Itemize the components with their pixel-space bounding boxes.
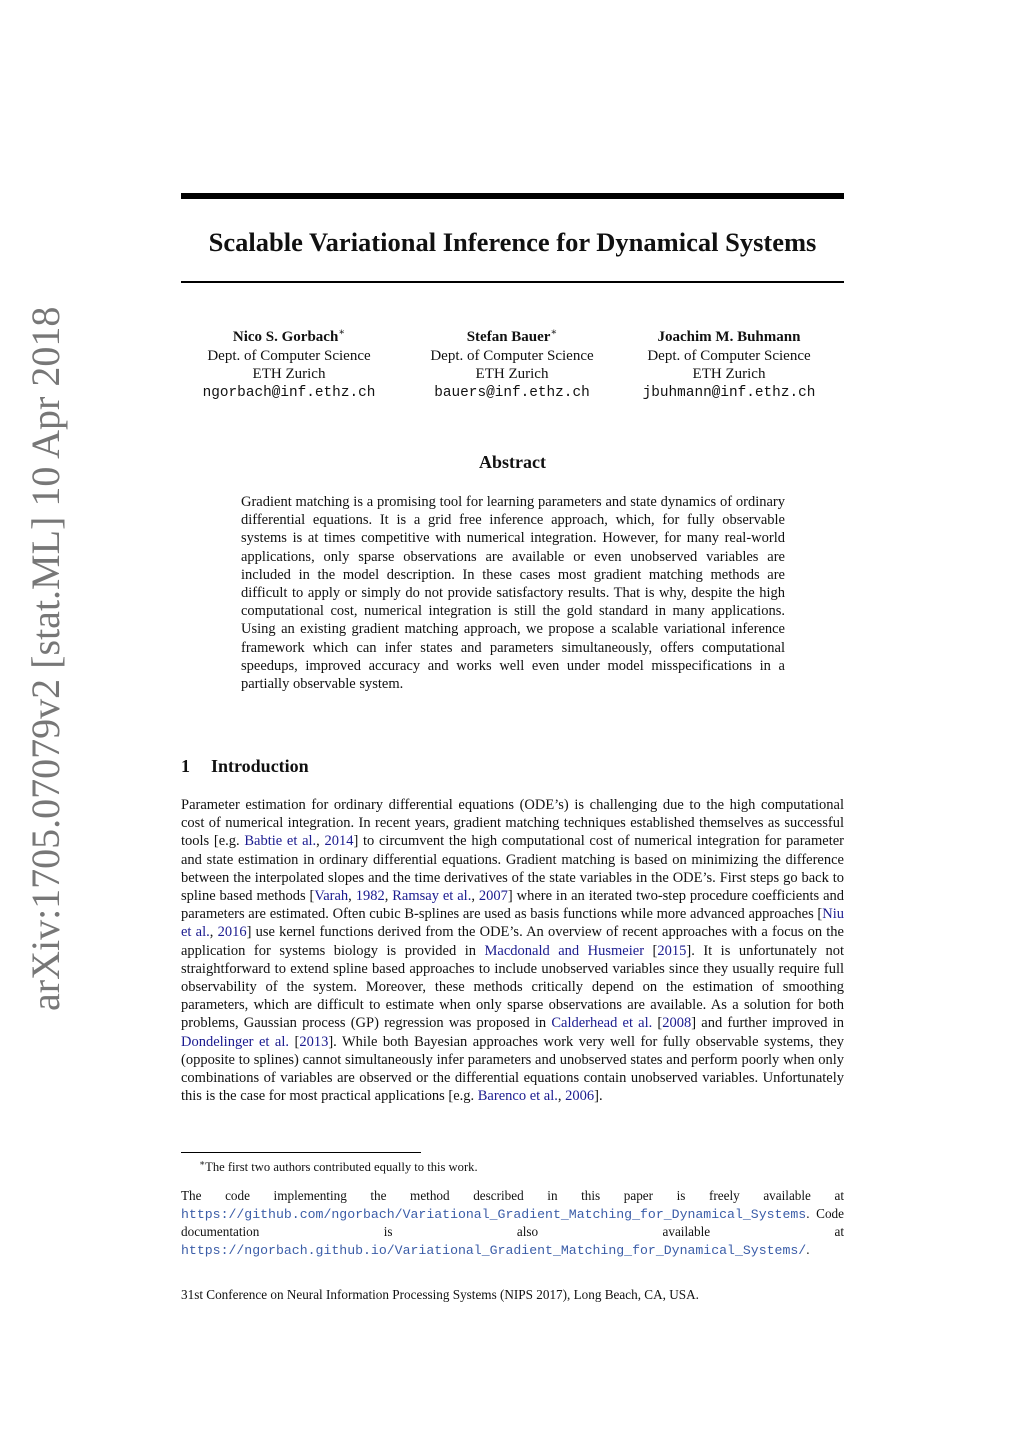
citation-link[interactable]: 2007 — [478, 888, 508, 905]
section-heading — [181, 754, 309, 778]
author-dept: Dept. of Computer Science — [430, 347, 594, 364]
author-name: Stefan Bauer∗ — [466, 327, 558, 345]
section-title: Introduction — [211, 756, 309, 776]
citation-link[interactable]: Calderhead et al. — [551, 1015, 653, 1032]
citation-link[interactable]: Babtie et al. — [244, 833, 317, 850]
citation-link[interactable]: 1982 — [355, 888, 385, 905]
documentation-link[interactable]: https://ngorbach.github.io/Variational_Gradient_Matching_for_Dynamical_Systems/ — [181, 1242, 807, 1258]
author-name: Nico S. Gorbach∗ — [232, 327, 346, 345]
author-dept: Dept. of Computer Science — [647, 347, 811, 364]
author-block — [402, 328, 622, 402]
citation-link[interactable]: 2013 — [299, 1033, 329, 1050]
author-institution: ETH Zurich — [692, 366, 766, 382]
title-bottom-rule — [181, 281, 844, 283]
author-name: Joachim M. Buhmann — [657, 329, 801, 345]
author-block — [619, 328, 839, 402]
title-top-rule — [181, 193, 844, 199]
citation-link[interactable]: Macdonald and Husmeier — [484, 942, 645, 959]
author-email[interactable]: bauers@inf.ethz.ch — [434, 384, 590, 401]
citation-link[interactable]: 2006 — [565, 1088, 595, 1105]
citation-link[interactable]: 2016 — [217, 924, 247, 941]
introduction-paragraph: Parameter estimation for ordinary differential equations (ODE’s) is challenging due to the high computational cost of numerical integration. In recent years, gradient matching techniques established themselves as successful tools [e.g. Babtie et al., 2014] to circumvent the high computational cost of numerical integration for parameter and state estimation in ordinary differential equations. Gradient matching is based on minimizing the difference between the interpolated slopes and the time derivatives of the state variables in the ODE’s. First steps go back to spline based methods [Varah, 1982, Ramsay et al., 2007] where in an iterated two-step procedure coefficients and parameters are estimated. Often cubic B-splines are used as basis functions while more advanced approaches [Niu et al., 2016] use kernel functions derived from the ODE’s. An overview of recent approaches with a focus on the application for systems biology is provided in Macdonald and Husmeier [2015]. It is unfortunately not straightforward to extend spline based approaches to include unobserved variables since they usually require full observability of the system. Moreover, these methods critically depend on the estimation of smoothing parameters, which are difficult to estimate when only sparse observations are available. As a solution for both problems, Gaussian process (GP) regression was proposed in Calderhead et al. [2008] and further improved in Dondelinger et al. [2013]. While both Bayesian approaches work very well for fully observable systems, they (opposite to splines) cannot simultaneously infer parameters and unobserved states and perform poorly when only combinations of variables are observed or the differential equations contain unobserved variables. Unfortunately this is the case for most practical applications [e.g. Barenco et al., 2006]. — [181, 797, 845, 1105]
citation-link[interactable]: Niu et al. — [181, 906, 844, 941]
citation-link[interactable]: Varah — [314, 888, 349, 905]
footnote-mark: ∗ — [199, 1158, 206, 1168]
citation-link[interactable]: 2014 — [324, 833, 354, 850]
author-dept: Dept. of Computer Science — [207, 347, 371, 364]
code-availability-note: The code implementing the method described in this paper is freely available at https://github.com/ngorbach/Variational_Gradient_Matching_for_Dynamical_Systems. Code documentation is also available at https://ngorbach.github.io/Variational_Gradient_Matching_for_Dynamical_Systems/. — [181, 1188, 844, 1258]
citation-link[interactable]: 2008 — [662, 1015, 692, 1032]
github-code-link[interactable]: https://github.com/ngorbach/Variational_Gradient_Matching_for_Dynamical_Systems — [181, 1206, 807, 1222]
citation-link[interactable]: Dondelinger et al. — [181, 1033, 289, 1050]
citation-link[interactable]: Ramsay et al. — [392, 888, 472, 905]
section-number: 1 — [181, 756, 190, 776]
author-email[interactable]: ngorbach@inf.ethz.ch — [202, 384, 376, 401]
author-email[interactable]: jbuhmann@inf.ethz.ch — [642, 384, 816, 401]
arxiv-identifier: arXiv:1705.07079v2 [stat.ML] 10 Apr 2018 — [23, 306, 68, 1011]
author-block — [179, 328, 399, 402]
footnote-text: The first two authors contributed equally to this work. — [205, 1160, 478, 1175]
author-institution: ETH Zurich — [475, 366, 549, 382]
abstract-text: Gradient matching is a promising tool for learning parameters and state dynamics of ordinary differential equations. It is a grid free inference approach, which, for fully observable systems is at times competitive with numerical integration. However, for many real-world applications, only sparse observations are available or even unobserved variables are included in the model description. In these cases most gradient matching methods are difficult to apply or simply do not provide satisfactory results. That is why, despite the high computational cost, numerical integration is still the gold standard in many applications. Using an existing gradient matching approach, we propose a scalable variational inference framework which can infer states and parameters simultaneously, offers computational speedups, improved accuracy and works well even under model misspecifications in a partially observable system. — [241, 494, 785, 693]
author-institution: ETH Zurich — [252, 366, 326, 382]
paper-title: Scalable Variational Inference for Dynamical Systems — [208, 227, 817, 257]
citation-link[interactable]: 2015 — [657, 942, 687, 959]
conference-note: 31st Conference on Neural Information Processing Systems (NIPS 2017), Long Beach, CA, USA. — [181, 1287, 699, 1302]
footnote — [199, 1155, 478, 1175]
abstract-heading: Abstract — [479, 452, 546, 472]
citation-link[interactable]: Barenco et al. — [477, 1088, 558, 1105]
footnote-rule — [181, 1152, 421, 1153]
